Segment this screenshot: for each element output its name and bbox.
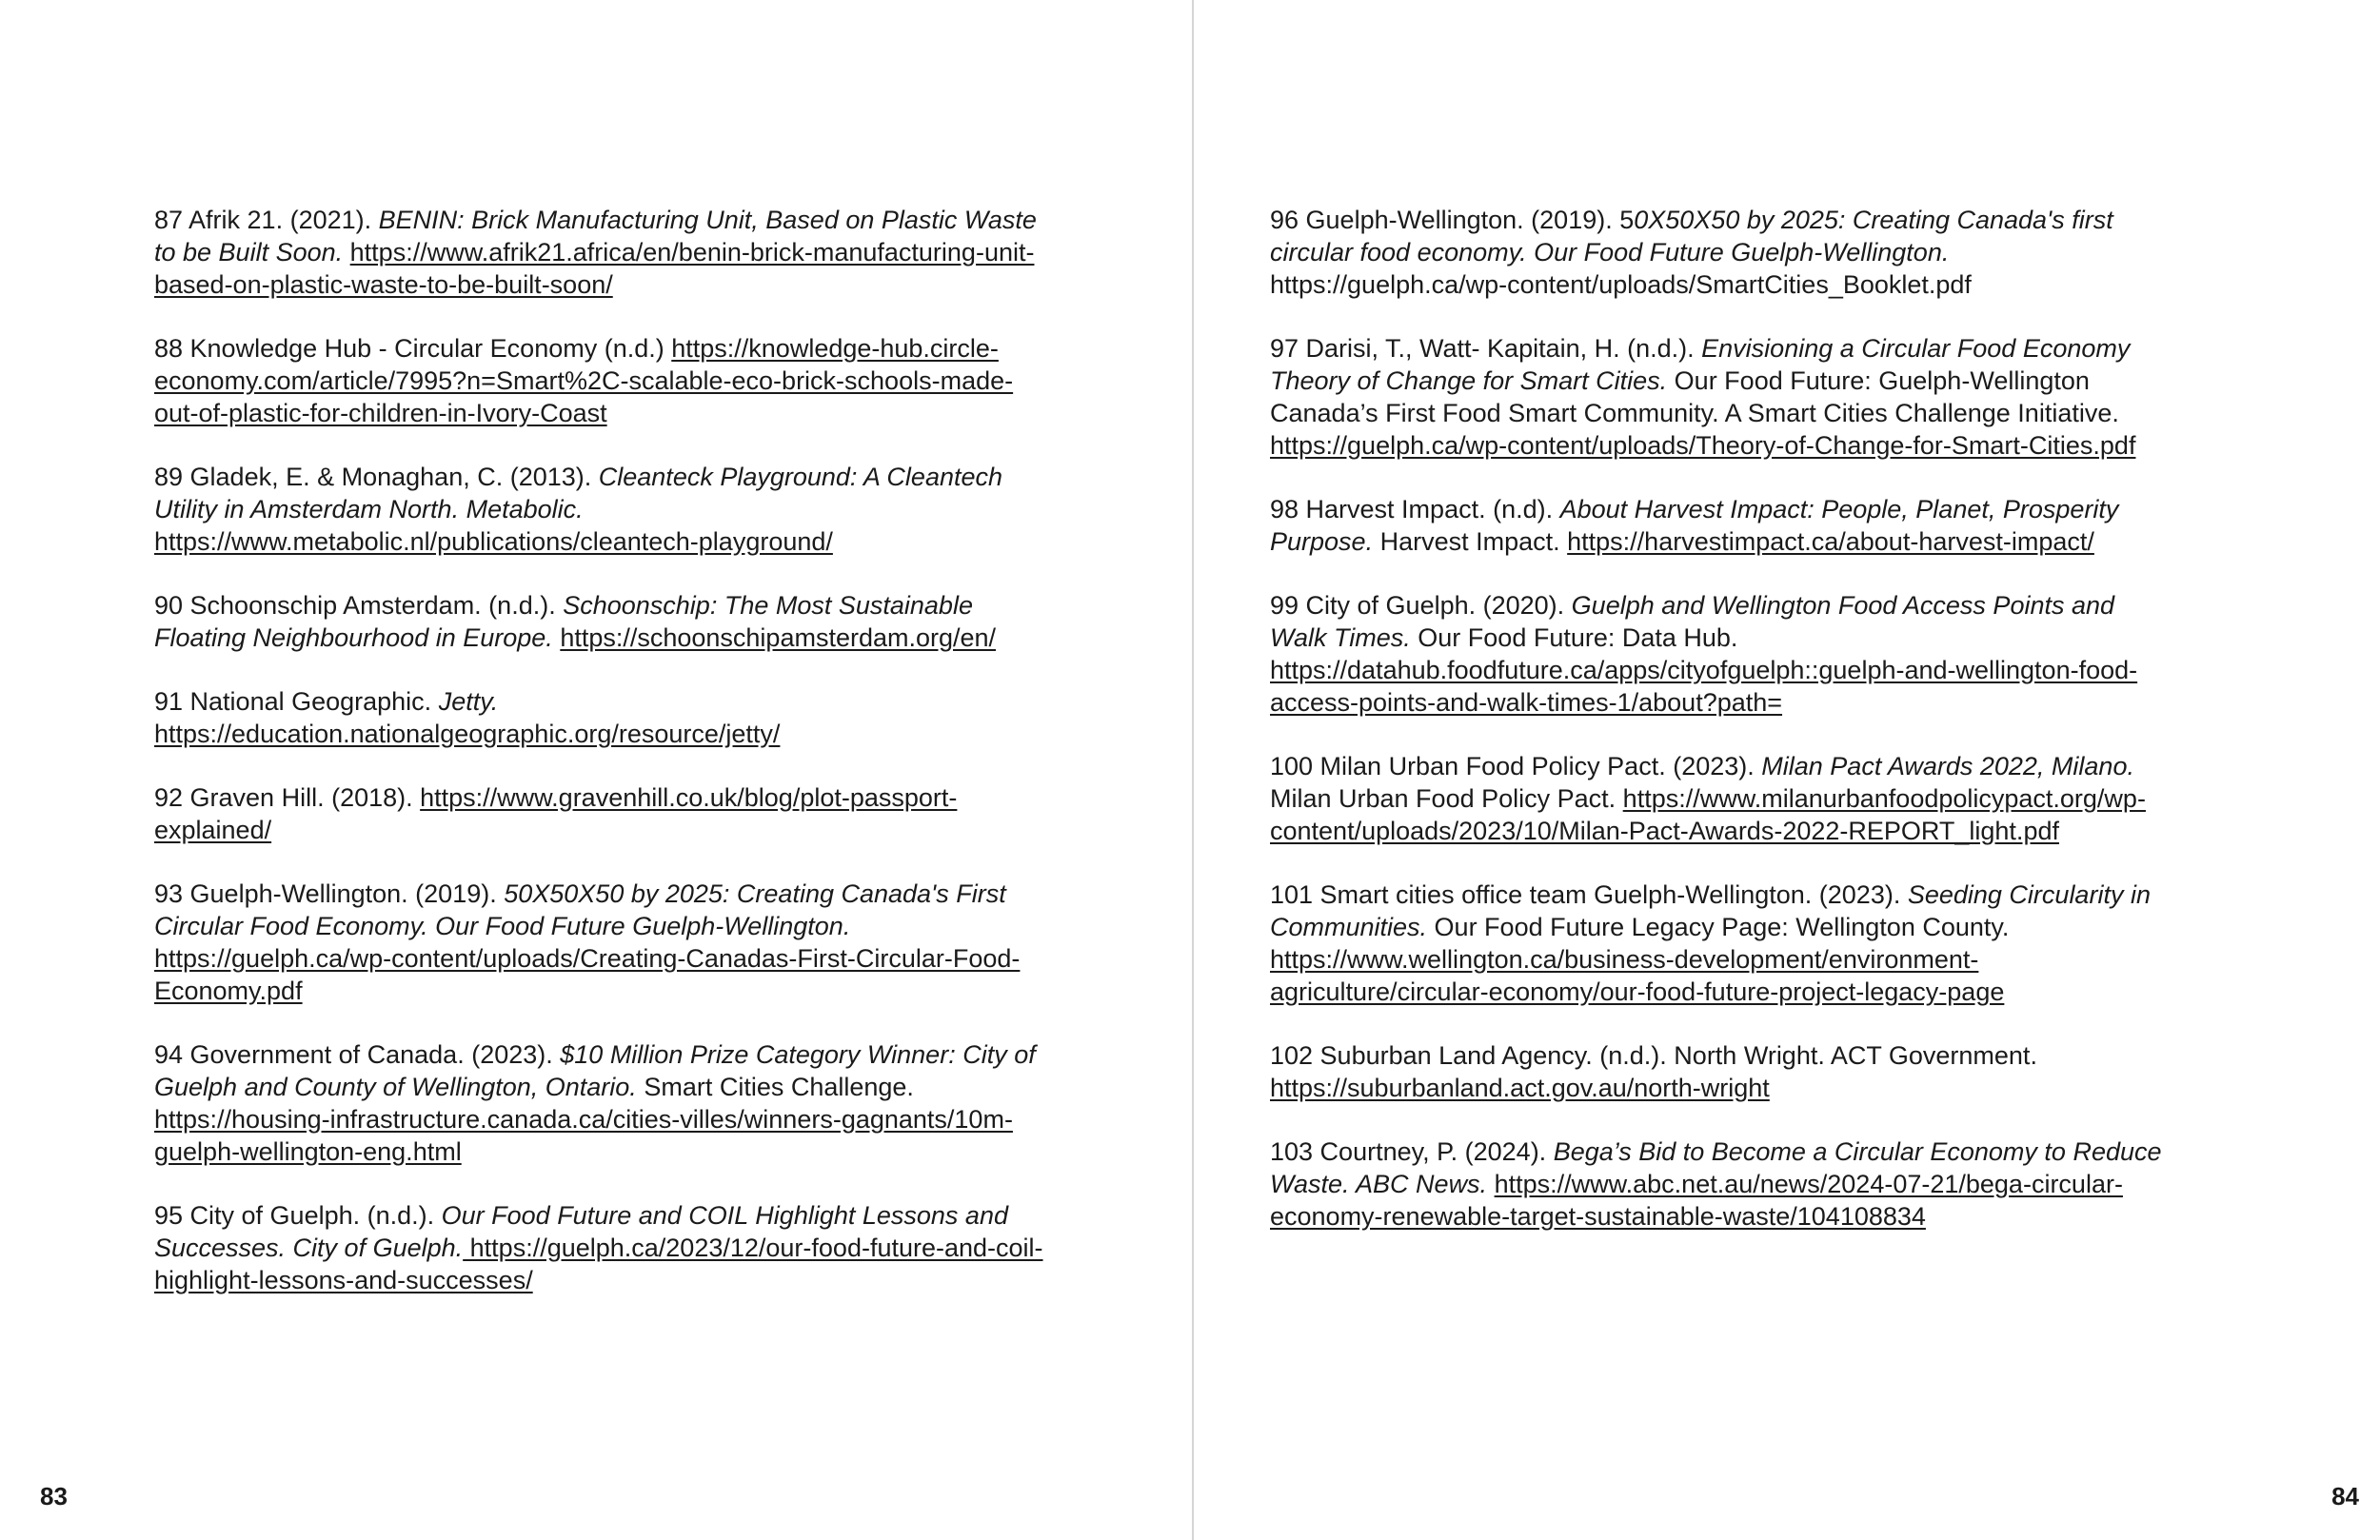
ref-lead: 92 Graven Hill. (2018). [154,783,421,812]
ref-title: Milan Pact Awards 2022, Milano. [1761,752,2134,780]
ref-lead: 89 Gladek, E. & Monaghan, C. (2013). [154,463,599,491]
ref-lead: 95 City of Guelph. (n.d.). [154,1201,442,1230]
ref-lead: 93 Guelph-Wellington. (2019). [154,879,505,908]
left-reference-list [154,204,1049,1328]
ref-link[interactable]: https://www.gravenhill.co.uk/blog/plot-passport-explained/ [154,783,958,844]
ref-title: BENIN: Brick Manufacturing Unit, Based on Plastic Waste to be Built Soon. [154,206,1037,267]
ref-source [1487,1170,1495,1198]
ref-link[interactable]: https://guelph.ca/wp-content/uploads/Creating-Canadas-First-Circular-Food-Economy.pdf [154,944,1021,1005]
reference-entry [154,461,1049,558]
ref-link[interactable]: https://suburbanland.act.gov.au/north-wright [1270,1074,1770,1102]
ref-link[interactable]: https://housing-infrastructure.canada.ca/cities-villes/winners-gagnants/10m-guelph-wellington-eng.html [154,1105,1013,1166]
ref-lead: 88 Knowledge Hub - Circular Economy (n.d.) [154,334,672,363]
ref-lead: 91 National Geographic. [154,687,439,716]
reference-entry [154,589,1049,654]
right-reference-list [1270,204,2170,1264]
ref-link[interactable]: https://www.milanurbanfoodpolicypact.org/wp-content/uploads/2023/10/Milan-Pact-Awards-2022-REPORT_light.pdf [1270,784,2146,845]
ref-lead: 100 Milan Urban Food Policy Pact. (2023). [1270,752,1762,780]
ref-source: Smart Cities Challenge. [636,1073,914,1101]
ref-lead: 99 City of Guelph. (2020). [1270,591,1572,620]
ref-link[interactable]: https://datahub.foodfuture.ca/apps/cityofguelph::guelph-and-wellington-food-access-points-and-walk-times-1/about?path= [1270,656,2138,717]
page-number: 83 [40,1482,68,1510]
ref-title: Cleanteck Playground: A Cleantech Utility in Amsterdam North. Metabolic. [154,463,1003,523]
ref-source: Our Food Future Legacy Page: Wellington County. [1427,913,2010,941]
ref-link[interactable]: https://www.abc.net.au/news/2024-07-21/bega-circular-economy-renewable-target-sustainable-waste/104108834 [1270,1170,2123,1231]
reference-entry [1270,1039,2170,1104]
ref-lead: 97 Darisi, T., Watt- Kapitain, H. (n.d.). [1270,334,1702,363]
ref-title: Seeding Circularity in Communities. [1270,880,2151,941]
reference-entry [1270,750,2170,847]
reference-entry [154,1199,1049,1296]
ref-lead: 102 Suburban Land Agency. (n.d.). North Wright. ACT Government. [1270,1041,2037,1070]
reference-entry [1270,204,2170,301]
ref-source: https://guelph.ca/wp-content/uploads/SmartCities_Booklet.pdf [1270,270,1972,299]
ref-link[interactable]: https://education.nationalgeographic.org/resource/jetty/ [154,720,781,748]
ref-title: Envisioning a Circular Food Economy Theory of Change for Smart Cities. [1270,334,2131,395]
ref-source: Milan Urban Food Policy Pact. [1270,784,1623,813]
ref-link[interactable]: https://schoonschipamsterdam.org/en/ [560,623,997,652]
reference-entry [154,878,1049,1007]
ref-link[interactable]: https://www.wellington.ca/business-development/environment-agriculture/circular-economy/our-food-future-project-legacy-page [1270,945,2005,1006]
ref-lead: 101 Smart cities office team Guelph-Wellington. (2023). [1270,880,1908,909]
reference-entry [154,685,1049,750]
ref-lead: 90 Schoonschip Amsterdam. (n.d.). [154,591,564,620]
reference-entry [1270,879,2170,1008]
ref-lead: 87 Afrik 21. (2021). [154,206,379,234]
ref-lead: 94 Government of Canada. (2023). [154,1040,561,1069]
reference-entry [1270,493,2170,558]
ref-lead: 103 Courtney, P. (2024). [1270,1137,1554,1166]
ref-title: 0X50X50 by 2025: Creating Canada's first circular food economy. Our Food Future Guelph-Wellington. [1270,206,2113,267]
ref-link[interactable]: https://harvestimpact.ca/about-harvest-impact/ [1567,527,2094,556]
ref-title: Bega’s Bid to Become a Circular Economy to Reduce Waste. ABC News. [1270,1137,2162,1198]
ref-link[interactable]: https://www.metabolic.nl/publications/cleantech-playground/ [154,527,833,556]
right-page [1194,0,2380,1540]
ref-title: Guelph and Wellington Food Access Points and Walk Times. [1270,591,2115,652]
ref-source [343,238,350,267]
reference-entry [154,332,1049,429]
ref-title: About Harvest Impact: People, Planet, Prosperity Purpose. [1270,495,2119,556]
ref-title: Our Food Future and COIL Highlight Lessons and Successes. City of Guelph. [154,1201,1008,1262]
reference-entry [154,781,1049,846]
reference-entry [1270,1135,2170,1233]
ref-title: $10 Million Prize Category Winner: City of Guelph and County of Wellington, Ontario. [154,1040,1036,1101]
ref-title: 50X50X50 by 2025: Creating Canada's First Circular Food Economy. Our Food Future Guelph-Wellington. [154,879,1006,940]
ref-source: Our Food Future: Guelph-Wellington Canada’s First Food Smart Community. A Smart Cities Challenge Initiative. [1270,366,2119,427]
reference-entry [154,1038,1049,1168]
reference-entry [1270,589,2170,719]
ref-link[interactable]: https://knowledge-hub.circle-economy.com/article/7995?n=Smart%2C-scalable-eco-brick-schools-made-out-of-plastic-for-children-in-Ivory-Coast [154,334,1014,427]
page-number: 84 [2331,1482,2359,1510]
ref-link[interactable]: https://www.afrik21.africa/en/benin-brick-manufacturing-unit-based-on-plastic-waste-to-be-built-soon/ [154,238,1035,299]
ref-source: Our Food Future: Data Hub. [1410,623,1738,652]
reference-entry [1270,332,2170,462]
ref-lead: 98 Harvest Impact. (n.d). [1270,495,1560,523]
ref-link[interactable]: https://guelph.ca/wp-content/uploads/Theory-of-Change-for-Smart-Cities.pdf [1270,431,2136,460]
ref-title: Jetty. [438,687,499,716]
reference-entry [154,204,1049,301]
ref-source: Harvest Impact. [1373,527,1568,556]
ref-link[interactable]: https://guelph.ca/2023/12/our-food-future-and-coil-highlight-lessons-and-successes/ [154,1234,1043,1294]
ref-title: Schoonschip: The Most Sustainable Floating Neighbourhood in Europe. [154,591,973,652]
ref-lead: 96 Guelph-Wellington. (2019). 5 [1270,206,1635,234]
